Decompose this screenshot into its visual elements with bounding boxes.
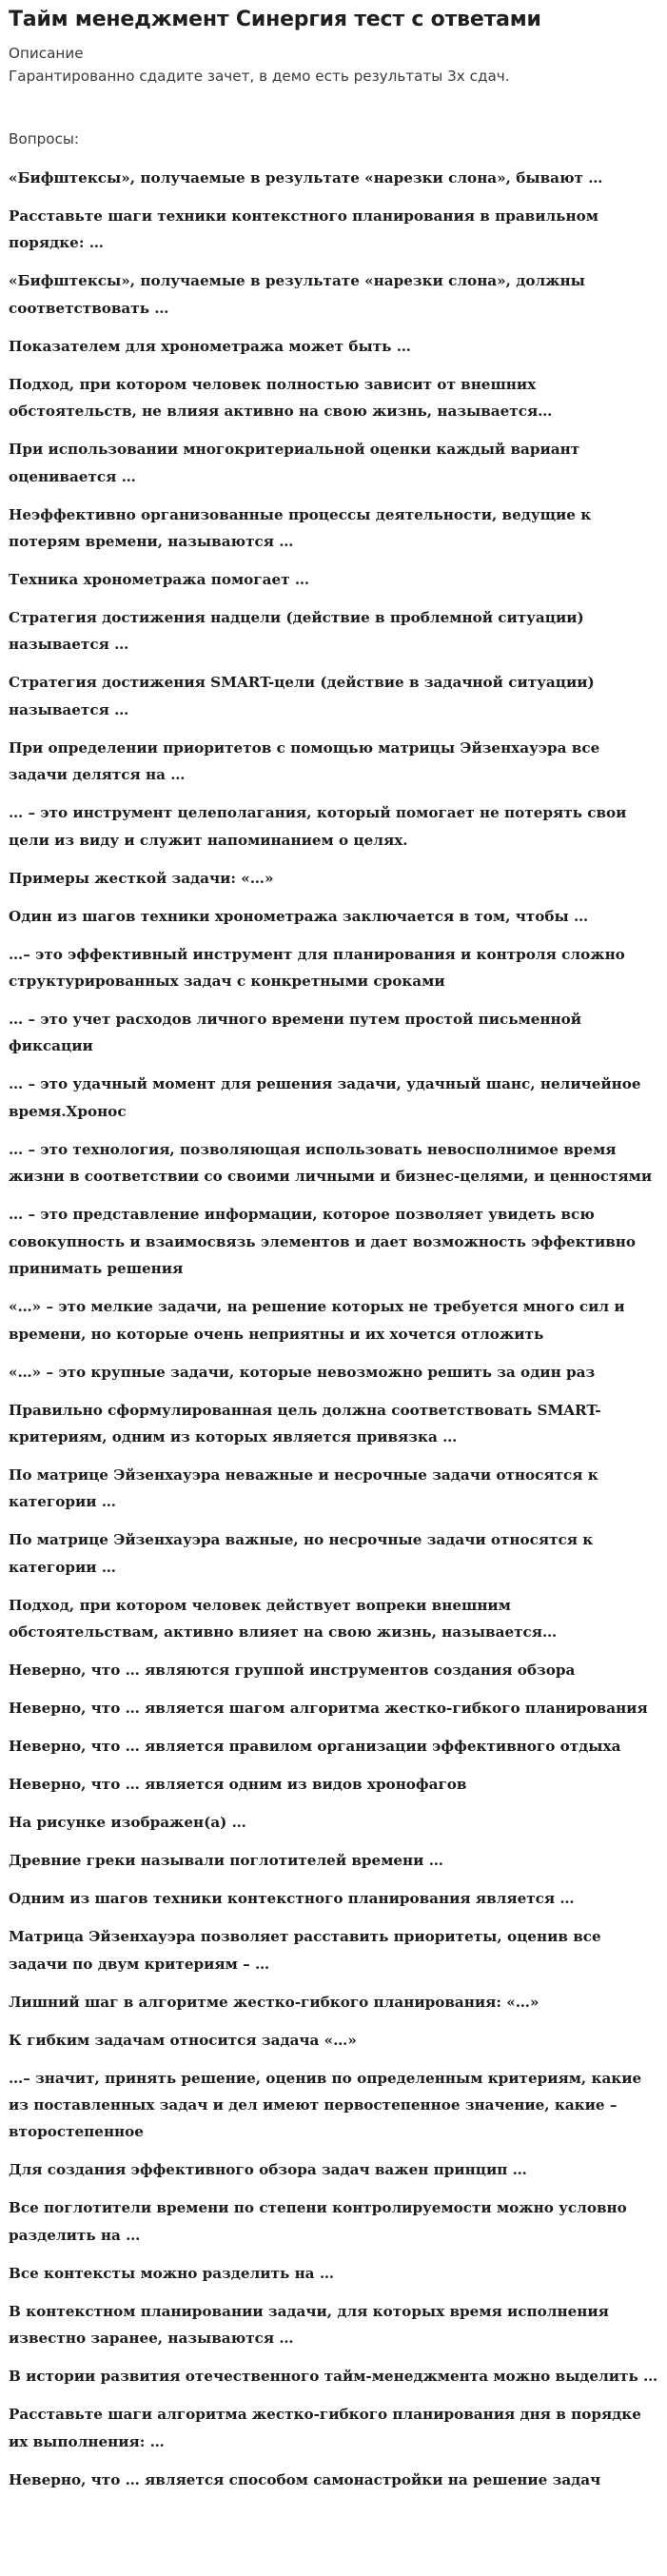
question-item[interactable]: Подход, при котором человек действует вопреки внешним обстоятельствам, активно влияет на свою жизнь, называется… bbox=[9, 1596, 558, 1642]
question-item[interactable]: … – это инструмент целеполагания, который помогает не потерять свои цели из виду и служит напоминанием о целях. bbox=[9, 804, 627, 849]
question-item[interactable]: Неверно, что … является способом самонастройки на решение задач bbox=[9, 2470, 601, 2488]
question-item[interactable]: Расставьте шаги техники контекстного планирования в правильном порядке: … bbox=[9, 207, 598, 252]
question-item[interactable]: Для создания эффективного обзора задач важен принцип … bbox=[9, 2161, 527, 2179]
question-item[interactable]: Показателем для хронометража может быть … bbox=[9, 337, 411, 355]
question-item[interactable]: Техника хронометража помогает … bbox=[9, 571, 310, 589]
question-item[interactable]: Неверно, что … являются группой инструментов создания обзора bbox=[9, 1662, 576, 1680]
question-item[interactable]: …– значит, принять решение, оценив по определенным критериям, какие из поставленных задач и дел имеют первостепенное значение, какие – второстепенное bbox=[9, 2069, 642, 2141]
question-item[interactable]: Правильно сформулированная цель должна соответствовать SMART-критериям, одним из которых является привязка … bbox=[9, 1401, 601, 1445]
description-text: Гарантированно сдадите зачет, в демо есть результаты 3х сдач. bbox=[9, 68, 510, 85]
question-item[interactable]: К гибким задачам относится задача «…» bbox=[9, 2031, 357, 2049]
question-item[interactable]: Неэффективно организованные процессы деятельности, ведущие к потерям времени, называются … bbox=[9, 505, 592, 551]
page-title: Тайм менеджмент Синергия тест с ответами bbox=[9, 8, 541, 31]
question-item[interactable]: Неверно, что … является шагом алгоритма жестко-гибкого планирования bbox=[9, 1700, 648, 1718]
question-item[interactable]: Неверно, что … является правилом организации эффективного отдыха bbox=[9, 1738, 621, 1756]
question-item[interactable]: Подход, при котором человек полностью зависит от внешних обстоятельств, не влияя активно на свою жизнь, называется… bbox=[9, 375, 553, 421]
question-item[interactable]: «Бифштексы», получаемые в результате «нарезки слона», бывают … bbox=[9, 169, 603, 187]
question-item[interactable]: Все контексты можно разделить на … bbox=[9, 2264, 335, 2282]
question-item[interactable]: … – это представление информации, которое позволяет увидеть всю совокупность и взаимосвязь элементов и дает возможность эффективно принимать решения bbox=[9, 1206, 637, 1278]
question-item[interactable]: Неверно, что … является одним из видов хронофагов bbox=[9, 1776, 467, 1794]
question-item[interactable]: Расставьте шаги алгоритма жестко-гибкого планирования дня в порядке их выполнения: … bbox=[9, 2406, 641, 2450]
question-item[interactable]: «Бифштексы», получаемые в результате «нарезки слона», должны соответствовать … bbox=[9, 272, 585, 317]
question-item[interactable]: Все поглотители времени по степени контролируемости можно условно разделить на … bbox=[9, 2199, 627, 2244]
question-item[interactable]: При использовании многокритериальной оценки каждый вариант оценивается … bbox=[9, 441, 580, 485]
question-item[interactable]: По матрице Эйзенхауэра неважные и несрочные задачи относятся к категории … bbox=[9, 1465, 598, 1511]
questions-label: Вопросы: bbox=[9, 130, 80, 147]
question-item[interactable]: Лишний шаг в алгоритме жестко-гибкого планирования: «…» bbox=[9, 1993, 539, 2011]
question-item[interactable]: «…» – это крупные задачи, которые невозможно решить за один раз bbox=[9, 1363, 596, 1381]
question-item[interactable]: Стратегия достижения надцели (действие в проблемной ситуации) называется … bbox=[9, 609, 584, 654]
question-item[interactable]: … – это учет расходов личного времени путем простой письменной фиксации bbox=[9, 1011, 582, 1055]
question-item[interactable]: При определении приоритетов с помощью матрицы Эйзенхауэра все задачи делятся на … bbox=[9, 738, 600, 784]
question-item[interactable]: «…» – это мелкие задачи, на решение которых не требуется много сил и времени, но которые очень неприятны и их хочется отложить bbox=[9, 1298, 625, 1343]
question-item[interactable]: Древние греки называли поглотителей времени … bbox=[9, 1852, 443, 1870]
questions-list bbox=[9, 165, 659, 2493]
question-item[interactable]: Один из шагов техники хронометража заключается в том, чтобы … bbox=[9, 907, 589, 925]
question-item[interactable]: На рисунке изображен(а) … bbox=[9, 1814, 246, 1832]
description-label: Описание bbox=[9, 45, 84, 62]
question-item[interactable]: Матрица Эйзенхауэра позволяет расставить приоритеты, оценив все задачи по двум критериям – … bbox=[9, 1928, 601, 1973]
question-item[interactable]: … – это удачный момент для решения задачи, удачный шанс, неличейное время.Хронос bbox=[9, 1075, 641, 1120]
question-item[interactable]: В контекстном планировании задачи, для которых время исполнения известно заранее, называются … bbox=[9, 2302, 609, 2348]
question-item[interactable]: Стратегия достижения SMART-цели (действие в задачной ситуации) называется … bbox=[9, 674, 595, 718]
question-item[interactable]: По матрице Эйзенхауэра важные, но несрочные задачи относятся к категории … bbox=[9, 1531, 594, 1576]
question-item[interactable]: Примеры жесткой задачи: «…» bbox=[9, 869, 274, 887]
question-item[interactable]: В истории развития отечественного тайм-менеджмента можно выделить … bbox=[9, 2368, 658, 2386]
question-item[interactable]: Одним из шагов техники контекстного планирования является … bbox=[9, 1890, 575, 1908]
question-item[interactable]: … – это технология, позволяющая использовать невосполнимое время жизни в соответствии со своими личными и бизнес-целями, и ценностями bbox=[9, 1140, 653, 1186]
question-item[interactable]: …– это эффективный инструмент для планирования и контроля сложно структурированных задач с конкретными сроками bbox=[9, 945, 625, 991]
